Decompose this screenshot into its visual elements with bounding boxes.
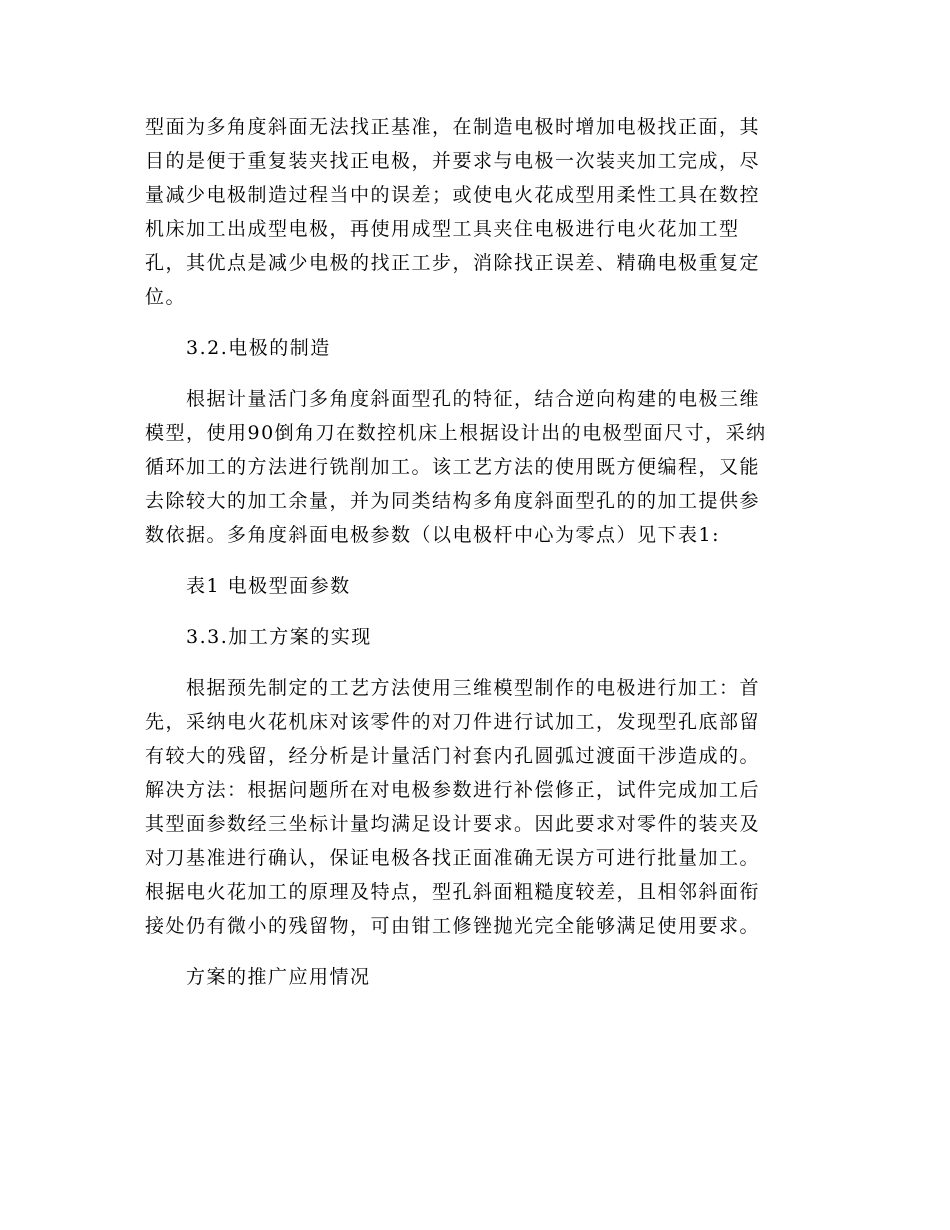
text-line: 量减少电极制造过程当中的误差；或使电火花成型用柔性工具在数控 xyxy=(145,184,761,206)
paragraph-machining-implementation xyxy=(145,671,805,943)
text-line: 去除较大的加工余量，并为同类结构多角度斜面型孔的的加工提供参 xyxy=(145,490,761,512)
section-heading-3-3: 3.3.加工方案的实现 xyxy=(186,626,372,648)
text-line: 循环加工的方法进行铣削加工。该工艺方法的使用既方便编程，又能 xyxy=(145,456,761,478)
text-line: 有较大的残留，经分析是计量活门衬套内孔圆弧过渡面干涉造成的。 xyxy=(145,745,761,767)
text-line: 型面为多角度斜面无法找正基准，在制造电极时增加电极找正面，其 xyxy=(145,116,761,138)
section-heading-3-2: 3.2.电极的制造 xyxy=(186,337,331,359)
section-heading-promotion: 方案的推广应用情况 xyxy=(186,966,371,988)
text-line: 机床加工出成型电极，再使用成型工具夹住电极进行电火花加工型 xyxy=(145,218,740,240)
text-line: 先，采纳电火花机床对该零件的对刀件进行试加工，发现型孔底部留 xyxy=(145,711,761,733)
text-line: 数依据。多角度斜面电极参数（以电极杆中心为零点）见下表1: xyxy=(145,524,720,546)
text-line: 其型面参数经三坐标计量均满足设计要求。因此要求对零件的装夹及 xyxy=(145,813,761,835)
text-line: 根据电火花加工的原理及特点，型孔斜面粗糙度较差，且相邻斜面衔 xyxy=(145,881,761,903)
text-line: 孔，其优点是减少电极的找正工步，消除找正误差、精确电极重复定 xyxy=(145,252,761,274)
text-line: 解决方法：根据问题所在对电极参数进行补偿修正，试件完成加工后 xyxy=(145,779,761,801)
text-line: 对刀基准进行确认，保证电极各找正面准确无误方可进行批量加工。 xyxy=(145,847,761,869)
text-line: 根据预先制定的工艺方法使用三维模型制作的电极进行加工：首 xyxy=(186,677,761,699)
text-line: 接处仍有微小的残留物，可由钳工修锉抛光完全能够满足使用要求。 xyxy=(145,915,761,937)
text-line: 模型，使用90倒角刀在数控机床上根据设计出的电极型面尺寸，采纳 xyxy=(145,422,767,444)
text-line: 根据计量活门多角度斜面型孔的特征，结合逆向构建的电极三维 xyxy=(186,388,761,410)
document-body xyxy=(145,110,805,1011)
paragraph-electrode-manufacturing xyxy=(145,382,805,552)
text-line: 位。 xyxy=(145,286,187,308)
text-line: 目的是便于重复装夹找正电极，并要求与电极一次装夹加工完成，尽 xyxy=(145,150,761,172)
paragraph-electrode-alignment xyxy=(145,110,805,314)
table-caption: 表1 电极型面参数 xyxy=(186,575,351,597)
